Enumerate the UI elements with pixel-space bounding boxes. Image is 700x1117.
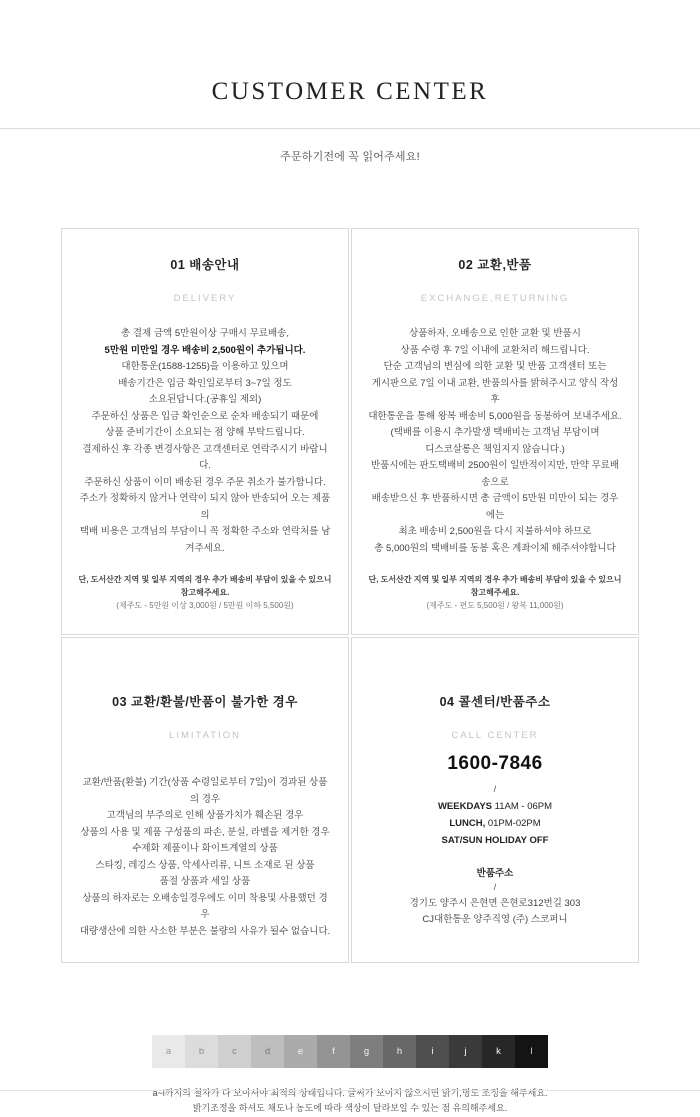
- info-box-body: [368, 326, 622, 557]
- body-line: 품절 상품과 세일 상품: [159, 876, 251, 887]
- body-line: 단순 고객님의 변심에 의한 교환 및 반품 고객센터 또는: [383, 361, 607, 372]
- info-box-delivery: [61, 228, 349, 635]
- body-line: 상품 수령 후 7일 이내에 교환처리 해드립니다.: [400, 344, 590, 356]
- call-center-phone[interactable]: 1600-7846: [447, 753, 543, 774]
- hours-label: SAT/SUN HOLIDAY OFF: [441, 835, 549, 846]
- info-box-note: [78, 573, 332, 612]
- body-line: 총 5,000원의 택배비를 동봉 혹은 계좌이체 해주셔야합니다: [374, 542, 616, 554]
- return-address-title: 반품주소: [476, 868, 514, 879]
- body-line: 상품의 사용 및 제품 구성품의 파손, 분실, 라벨을 제거한 경우: [80, 826, 330, 838]
- hours-value: 11AM - 06PM: [492, 801, 553, 812]
- header-divider: [0, 128, 700, 129]
- swatch-h: h: [383, 1035, 416, 1068]
- body-line: 상품 준비기간이 소요되는 점 양해 부탁드립니다.: [105, 427, 305, 438]
- info-box-title: 01 배송안내: [170, 258, 240, 272]
- swatch-l: l: [515, 1035, 548, 1068]
- footer-divider: [0, 1090, 700, 1091]
- info-box-note: [368, 573, 622, 612]
- note-sub: (제주도 - 5만원 이상 3,000원 / 5만원 이하 5,500원): [116, 601, 294, 610]
- body-line: 교환/반품(환불) 기간(상품 수령일로부터 7일)이 경과된 상품의 경우: [82, 777, 328, 805]
- info-box-title: 02 교환,반품: [458, 258, 532, 272]
- body-line: 주소가 정확하지 않거나 연락이 되지 않아 반송되어 오는 제품의: [79, 493, 331, 521]
- body-line: 상품하자, 오배송으로 인한 교환 및 반품시: [409, 328, 581, 339]
- body-line: 고객님의 부주의로 인해 상품가치가 훼손된 경우: [106, 810, 304, 821]
- grayscale-strip: [0, 1035, 700, 1068]
- body-line: 대한통운(1588-1255)을 이용하고 있으며: [121, 361, 289, 372]
- body-line: 소요된답니다.(공휴일 제외): [148, 394, 262, 405]
- page-header: [0, 0, 700, 164]
- body-line: 스타킹, 레깅스 상품, 악세사리류, 니트 소재로 된 상품: [95, 859, 315, 871]
- hours-label: LUNCH,: [449, 818, 486, 829]
- note-line: 밝기조정을 하셔도 채도나 농도에 따라 색상이 달라보일 수 있는 점 유의해주세요.: [192, 1103, 508, 1113]
- body-line: 주문하신 상품은 입금 확인순으로 순차 배송되기 때문에: [91, 410, 319, 422]
- body-line: 디스코살롱은 책임지지 않습니다.): [425, 443, 565, 455]
- info-box-limitation: [61, 637, 349, 963]
- page-title: CUSTOMER CENTER: [211, 78, 489, 105]
- body-line: 총 결제 금액 5만원이상 구매시 무료배송,: [121, 328, 289, 339]
- info-box-subtitle: LIMITATION: [169, 730, 241, 741]
- swatch-k: k: [482, 1035, 515, 1068]
- swatch-d: d: [251, 1035, 284, 1068]
- divider-slash: /: [493, 784, 497, 795]
- info-box-call-center: [351, 637, 639, 963]
- page-subtitle: 주문하기전에 꼭 읽어주세요!: [280, 151, 420, 163]
- divider-slash: /: [493, 882, 497, 893]
- hours-value: 01PM-02PM: [485, 818, 541, 829]
- body-line: 택배 비용은 고객님의 부담이니 꼭 정확한 주소와 연락처를 남겨주세요.: [79, 526, 331, 554]
- call-center-hours: [368, 798, 622, 849]
- body-line: 배송받으신 후 반품하시면 총 금액이 5만원 미만이 되는 경우에는: [371, 493, 619, 521]
- return-address: [368, 896, 622, 928]
- body-line: 수제화 제품이나 화이트계열의 상품: [132, 843, 278, 854]
- swatch-b: b: [185, 1035, 218, 1068]
- note-strong: 단, 도서산간 지역 및 일부 지역의 경우 추가 배송비 부담이 있을 수 있으니 참고해주세요.: [78, 575, 332, 597]
- info-box-title: 04 콜센터/반품주소: [439, 695, 551, 709]
- body-line: 상품의 하자로는 오배송일경우에도 이미 착용및 사용했던 경우: [82, 892, 328, 920]
- info-box-subtitle: EXCHANGE,RETURNING: [420, 293, 570, 304]
- body-line: 주문하신 상품이 이미 배송된 경우 주문 취소가 불가합니다.: [84, 476, 326, 488]
- address-line: CJ대한통운 양주직영 (주) 스코퍼니: [422, 914, 568, 925]
- swatch-list: [152, 1035, 548, 1068]
- body-line: 5만원 미만일 경우 배송비 2,500원이 추가됩니다.: [104, 344, 306, 356]
- hours-label: WEEKDAYS: [437, 801, 492, 812]
- swatch-i: i: [416, 1035, 449, 1068]
- note-sub: (제주도 - 편도 5,500원 / 왕복 11,000원): [426, 601, 564, 610]
- info-box-body: [78, 326, 332, 557]
- info-box-title: 03 교환/환불/반품이 불가한 경우: [112, 695, 298, 709]
- info-box-body: [78, 775, 332, 940]
- info-box-exchange: [351, 228, 639, 635]
- swatch-f: f: [317, 1035, 350, 1068]
- info-box-subtitle: CALL CENTER: [451, 730, 539, 741]
- address-line: 경기도 양주시 은현면 은현로312번길 303: [409, 898, 581, 909]
- body-line: (택배를 이용시 추가발생 택배비는 고객님 부담이며: [390, 427, 600, 438]
- body-line: 배송기간은 입금 확인일로부터 3~7일 정도: [118, 377, 292, 389]
- body-line: 결제하신 후 각종 변경사항은 고객센터로 연락주시기 바랍니다.: [82, 443, 328, 471]
- swatch-e: e: [284, 1035, 317, 1068]
- info-box-grid: [61, 228, 639, 963]
- body-line: 최초 배송비 2,500원을 다시 지불하셔야 하므로: [398, 526, 592, 537]
- note-strong: 단, 도서산간 지역 및 일부 지역의 경우 추가 배송비 부담이 있을 수 있으니 참고해주세요.: [368, 575, 622, 597]
- body-line: 반품시에는 판도택배비 2500원이 일반적이지만, 만약 무료배송으로: [370, 460, 620, 488]
- info-box-subtitle: DELIVERY: [173, 293, 237, 304]
- swatch-g: g: [350, 1035, 383, 1068]
- swatch-j: j: [449, 1035, 482, 1068]
- body-line: 대량생산에 의한 사소한 부분은 불량의 사유가 될수 없습니다.: [79, 925, 331, 937]
- swatch-a: a: [152, 1035, 185, 1068]
- body-line: 게시판으로 7일 이내 교환, 반품의사를 밝혀주시고 양식 작성후: [371, 377, 619, 405]
- swatch-c: c: [218, 1035, 251, 1068]
- note-line: a~l까지의 철자가 다 보이셔야 최적의 상태입니다. 글씨가 보이지 않으시면 밝기,명도 조정을 해주세요.: [152, 1088, 548, 1098]
- body-line: 대한통운을 통해 왕복 배송비 5,000원을 동봉하여 보내주세요.: [368, 410, 622, 422]
